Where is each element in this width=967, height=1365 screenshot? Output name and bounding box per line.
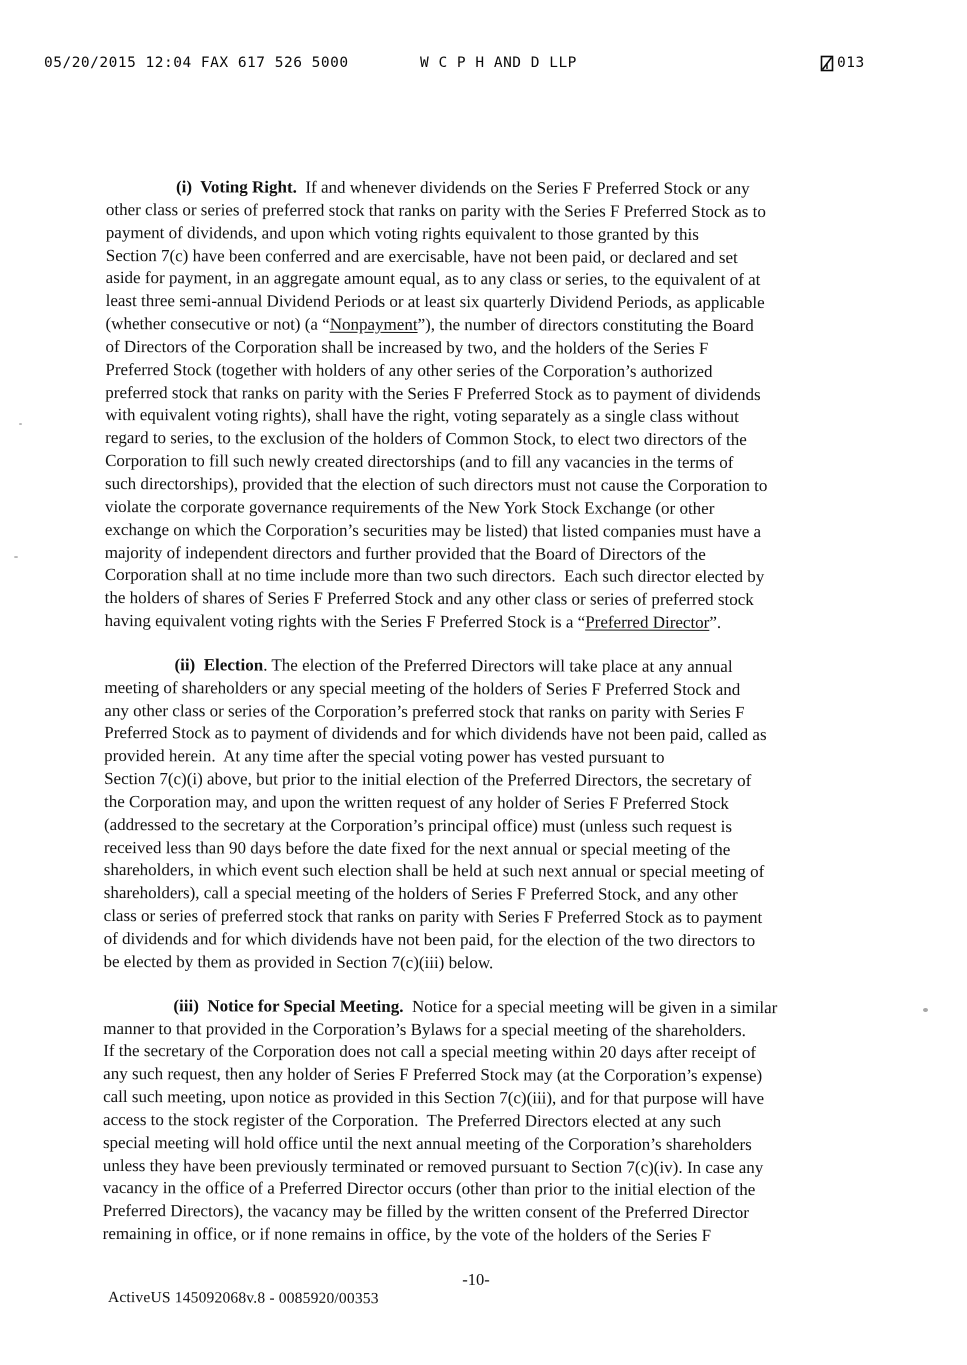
text-line: aside for payment, in an aggregate amount equal, as to any class or series, to the equivalent of at [105, 268, 761, 290]
text-line: call such meeting, upon notice as provided in this Section 7(c)(iii), and for that purpose will have [103, 1087, 765, 1109]
paragraph [103, 654, 864, 976]
text-line: with equivalent voting rights), shall have the right, voting separately as a single class without [105, 405, 739, 427]
text-line: Preferred Stock as to payment of dividends and for which dividends have not been paid, called as [104, 723, 767, 745]
fax-page-counter [820, 53, 865, 72]
text-line: be elected by them as provided in Section 7(c)(iii) below. [103, 951, 494, 973]
document-reference: ActiveUS 145092068v.8 - 0085920/00353 [107, 1289, 379, 1308]
text-line: (whether consecutive or not) (a “Nonpayment”), the number of directors constituting the Board [105, 314, 754, 336]
text-line: the Corporation may, and upon the written request of any holder of Series F Preferred Stock [104, 791, 729, 813]
text-line: preferred stock that ranks on parity with the Series F Preferred Stock as to payment of dividends [105, 382, 761, 404]
text-line: such directorships), provided that the election of such directors must not cause the Corporation to [105, 473, 768, 496]
text-line: vacancy in the office of a Preferred Director occurs (other than prior to the initial election of the [102, 1178, 756, 1200]
text-line: exchange on which the Corporation’s securities may be listed) that listed companies must have a [104, 519, 762, 541]
text-line: provided herein. At any time after the special voting power has vested pursuant to [104, 746, 665, 768]
fax-sender-name: W C P H AND D LLP [420, 55, 577, 71]
text-line: of Directors of the Corporation shall be increased by two, and the holders of the Series F [105, 336, 709, 358]
text-line: any such request, then any holder of Series F Preferred Stock may (at the Corporation’s expense) [103, 1064, 763, 1086]
page-number: -10- [462, 1270, 490, 1289]
text-line: (i) Voting Right. If and whenever dividends on the Series F Preferred Stock or any [175, 177, 750, 199]
text-line: If the secretary of the Corporation does not call a special meeting within 20 days after receipt of [103, 1041, 757, 1063]
text-line: of dividends and for which dividends have not been paid, for the election of the two directors to [103, 928, 756, 951]
text-line: meeting of shareholders or any special meeting of the holders of Series F Preferred Stock and [104, 677, 741, 699]
text-line: any other class or series of the Corporation’s preferred stock that ranks on parity with Series F [104, 700, 745, 722]
text-line: Preferred Directors), the vacancy may be filled by the written consent of the Preferred Director [102, 1201, 749, 1223]
text-line: Corporation to fill such newly created directorships (and to fill any vacancies in the terms of [105, 451, 734, 473]
text-line: manner to that provided in the Corporation’s Bylaws for a special meeting of the shareholders. [103, 1018, 746, 1040]
text-line: violate the corporate governance requirements of the New York Stock Exchange (or other [104, 496, 715, 518]
text-line: the holders of shares of Series F Preferred Stock and any other class or series of preferred stock [104, 588, 754, 610]
scan-artifact [14, 556, 18, 558]
text-line: access to the stock register of the Corporation. The Preferred Directors elected at any such [103, 1109, 722, 1131]
scan-artifact [19, 423, 22, 425]
text-line: having equivalent voting rights with the Series F Preferred Stock is a “Preferred Director”. [104, 611, 722, 632]
scan-artifact [923, 1008, 928, 1012]
text-line: Corporation shall at no time include more than two such directors. Each such director elected by [104, 565, 765, 587]
document-body [103, 176, 866, 1248]
text-line: Preferred Stock (together with holders of any other series of the Corporation’s authorized [105, 359, 713, 381]
fax-page-number: 013 [837, 54, 865, 71]
text-line: unless they have been previously terminated or removed pursuant to Section 7(c)(iv). In case any [102, 1155, 764, 1177]
text-line: payment of dividends, and upon which voting rights equivalent to those granted by this [105, 222, 699, 244]
text-line: shareholders, in which event such election shall be held at such next annual or special meeting of [103, 860, 765, 882]
text-line: (addressed to the secretary at the Corporation’s principal office) must (unless such request is [103, 814, 733, 836]
text-line: (iii) Notice for Special Meeting. Notice for a special meeting will be given in a similar [173, 995, 778, 1017]
fax-header [0, 55, 967, 77]
text-line: (ii) Election. The election of the Preferred Directors will take place at any annual [174, 655, 733, 676]
text-line: class or series of preferred stock that ranks on parity with Series F Preferred Stock as to payment [103, 906, 763, 928]
text-line: Section 7(c) have been conferred and are exercisable, have not been paid, or declared and set [105, 245, 738, 267]
paragraph [103, 995, 864, 1249]
text-line: least three semi-annual Dividend Periods or at least six quarterly Dividend Periods, as applicable [105, 291, 765, 313]
fax-timestamp: 05/20/2015 12:04 FAX 617 526 5000 [44, 55, 349, 71]
fax-page-icon [820, 54, 835, 73]
text-line: remaining in office, or if none remains in office, by the vote of the holders of the Series F [102, 1224, 712, 1246]
text-line: regard to series, to the exclusion of the holders of Common Stock, to elect two directors of the [105, 428, 747, 450]
text-line: received less than 90 days before the date fixed for the next annual or special meeting of the [103, 837, 731, 859]
text-line: shareholders), call a special meeting of the holders of Series F Preferred Stock, and any other [103, 883, 738, 905]
text-line: Section 7(c)(i) above, but prior to the initial election of the Preferred Directors, the secretary of [104, 769, 752, 791]
text-line: special meeting will hold office until the next annual meeting of the Corporation’s shareholders [102, 1132, 752, 1154]
text-line: majority of independent directors and further provided that the Board of Directors of the [104, 542, 706, 564]
paragraph [105, 176, 866, 635]
text-line: other class or series of preferred stock that ranks on parity with the Series F Preferred Stock as to [105, 199, 766, 221]
